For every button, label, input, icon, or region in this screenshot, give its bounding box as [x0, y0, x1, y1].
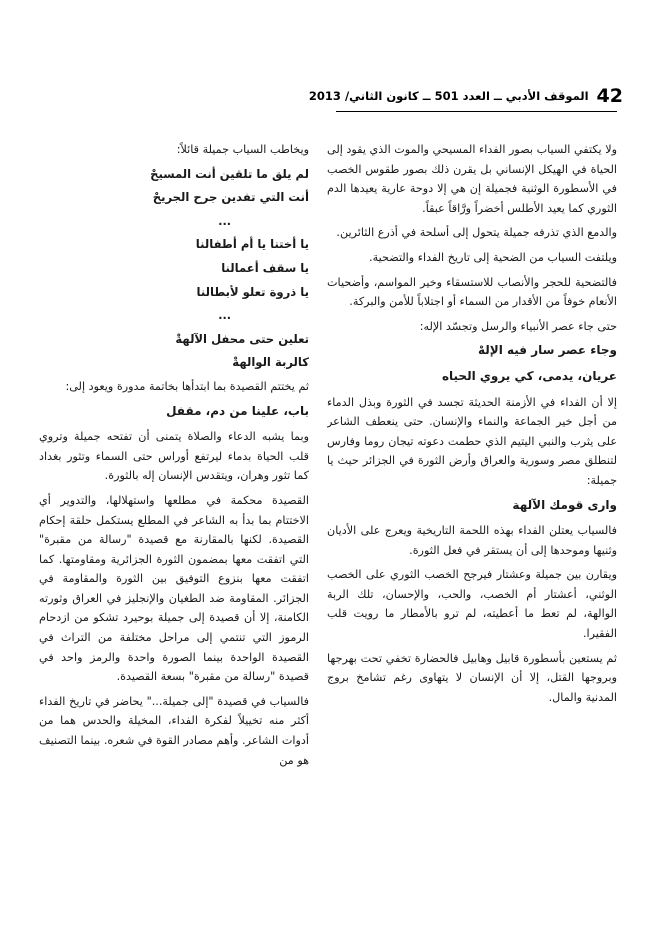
paragraph: القصيدة محكمة في مطلعها واستهلالها، والتدوير أي الاختتام بما بدأ به الشاعر في المطلع يستكمل حلقة إحكام القصيدة. لكنها بالمقارنة مع قصيدة "رسالة من مقبرة" التي اتفقت معها بمضمون الثورة الجزائرية ومقاومتها. كما اتفقت معها بنزوع التوفيق بين الثورة والمقاومة في الجزائر. المقاومة ضد الطغيان والإنجليز في العراق وثورته الكامنة، إلا أن قصيدة إلى جميلة بوحيرد تشكو من ازدحام الرموز التي تنتمي إلى مراحل مختلفة من التراث في القصيدة الواحدة بينما الصورة واحدة والرمز واحد في قصيدة "رسالة من مقبرة" بسعة القصيدة.: [39, 493, 309, 684]
paragraph: ثم يستعين بأسطورة قابيل وهابيل فالحضارة تخفي تحت بهرجها وبروجها القتل، إلا أن الإنسان لا يتهاوى رغم تشامخ بروج المدنية والمال.: [327, 651, 617, 704]
quoted-heading: عريان، يدمى، كي يروي الحياه: [441, 368, 617, 383]
running-title: الموقف الأدبي ــ العدد 501 ــ كانون الثاني/ 2013: [308, 89, 589, 103]
verse-line: يا أختنا يا أم أطفالنا: [195, 237, 309, 252]
verse-line: أنت التي تفدين جرح الجريحْ: [152, 190, 309, 205]
verse-line: لم يلق ما تلقين أنت المسيحْ: [150, 166, 309, 181]
paragraph: ويقارن بين جميلة وعشتار فيرجح الخصب الثوري على الخصب الوثني، أعشتار أم الخصب، والحب، والإحسان، تلك الربة الوالهة، لم تعط ما أعطيته، لم ترو بالأمطار ما رويت قلب الفقيرا.: [327, 568, 617, 641]
verse-line: كالربة الوالهةْ: [232, 355, 309, 370]
verse-line: يا ذروة تعلو لأبطالنا: [196, 284, 309, 299]
paragraph: وبما يشبه الدعاء والصلاة يتمنى أن تفتحه جميلة وتروي قلب الحياة بدماء ليرتفع أوراس حتى السماء وتثور بغداد كما تثور وهران، ويتقدس الإنسان إله بالثورة.: [39, 430, 309, 483]
page-header: [308, 84, 623, 108]
paragraph: والدمع الذي تذرفه جميلة يتحول إلى أسلحة في أذرع الثائرين.: [336, 226, 617, 240]
quoted-heading: باب، علينا من دم، مقفل: [166, 403, 309, 418]
paragraph: حتى جاء عصر الأنبياء والرسل وتجسّد الإله:: [419, 319, 617, 333]
header-rule: [336, 111, 617, 112]
ellipsis-line: ...: [218, 214, 231, 228]
paragraph: فالسياب يعتلن الفداء بهذه اللحمة التاريخية ويعرج على الأديان وثنيها وموحدها إلى أن يستقر في فعل الثورة.: [327, 524, 617, 557]
quoted-heading: وارى قومك الآلهة: [512, 497, 617, 512]
left-column: [39, 140, 309, 775]
paragraph: ويلتفت السياب من الضحية إلى تاريخ الفداء والتضحية.: [369, 250, 617, 264]
paragraph: فالتضحية للحجر والأنصاب للاستسقاء وخير المواسم، وأضحيات الأنعام خوفاً من الأقدار من السماء أو اجتلاباً للأمن والبركة.: [327, 275, 617, 309]
paragraph: ولا يكتفي السياب بصور الفداء المسيحي والموت الذي يقود إلى الحياة في الهيكل الإنساني بل يقرن ذلك بصور طقوس الخصب في الأسطورة الوثنية فجميلة إن هي إلا دوحة عارية يعيدها الدم الثوري كما يعيد الأطلس أخضراً ورَّاقاً عبقاً.: [327, 143, 617, 215]
paragraph: ثم يختتم القصيدة بما ابتدأها بخاتمة مدورة ويعود إلى:: [65, 379, 309, 393]
page-number: 42: [596, 85, 623, 107]
quoted-heading: وجاء عصر سار فيه الإلهْ: [477, 343, 617, 358]
paragraph: إلا أن الفداء في الأزمنة الحديثة تجسد في الثورة وبذل الدماء من أجل خير الجماعة والنماء والإنسان. حتى ينعطف الشاعر على يثرب والنبي اليتيم الذي حطمت دعوته تيجان روما وفارس لتنطلق مصر وسورية والعراق وأرض الثورة في الجزائر حيث يا جميلة:: [327, 395, 617, 487]
ellipsis-line: ...: [218, 309, 231, 323]
paragraph: ويخاطب السياب جميلة قائلاً:: [176, 143, 309, 156]
verse-line: تعلين حتى محفل الآلهةْ: [175, 331, 309, 346]
right-column: [327, 140, 617, 712]
verse-line: يا سقف أعمالنا: [221, 260, 309, 275]
paragraph: فالسياب في قصيدة "إلى جميلة..." يحاضر في تاريخ الفداء أكثر منه تخييلاً لفكرة الفداء، المخيلة والحدس هما من أدوات الشاعر. وأهم مصادر القوة في شعره. بينما التصنيف هو من: [39, 694, 309, 767]
